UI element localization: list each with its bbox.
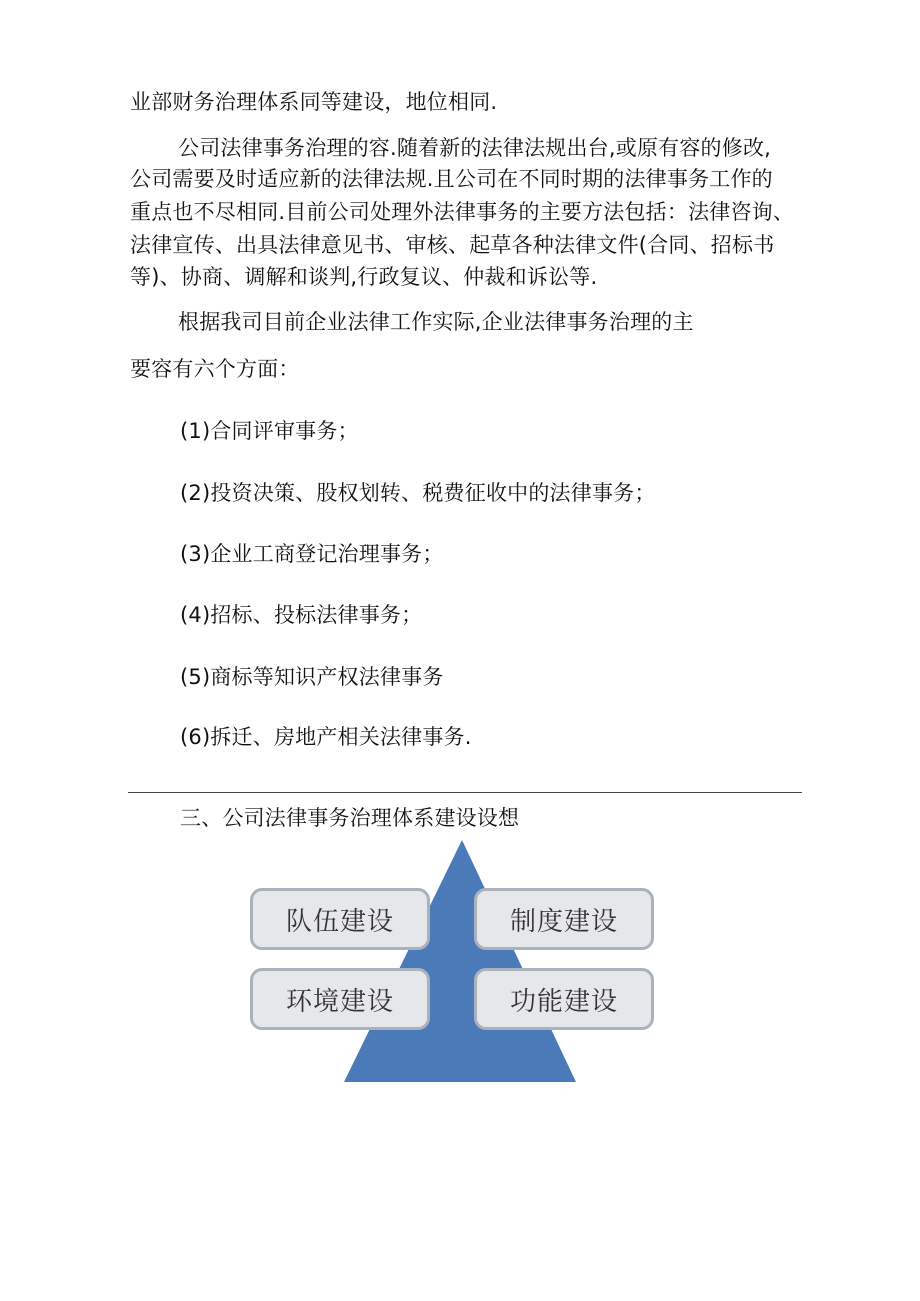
pyramid-diagram [246, 838, 682, 1086]
paragraph-line: 公司需要及时适应新的法律法规.且公司在不同时期的法律事务工作的 [130, 167, 773, 191]
diagram-box-environment: 环境建设 [250, 968, 430, 1030]
paragraph-line: 公司法律事务治理的容.随着新的法律法规出台,或原有容的修改, [178, 136, 772, 160]
diagram-box-system: 制度建设 [474, 888, 654, 950]
list-item: (5)商标等知识产权法律事务 [180, 665, 444, 689]
diagram-box-function: 功能建设 [474, 968, 654, 1030]
section-heading: 三、公司法律事务治理体系建设设想 [180, 806, 520, 830]
list-item: (4)招标、投标法律事务； [180, 603, 423, 627]
paragraph-line: 业部财务治理体系同等建设，地位相同. [130, 90, 498, 114]
list-item: (3)企业工商登记治理事务； [180, 542, 444, 566]
list-item: (6)拆迁、房地产相关法律事务. [180, 725, 472, 749]
diagram-box-team: 队伍建设 [250, 888, 430, 950]
horizontal-rule [128, 792, 802, 793]
paragraph-line: 根据我司目前企业法律工作实际,企业法律事务治理的主 [178, 310, 694, 334]
list-item: (1)合同评审事务； [180, 419, 359, 443]
list-item: (2)投资决策、股权划转、税费征收中的法律事务； [180, 481, 656, 505]
paragraph-line: 要容有六个方面： [130, 357, 300, 381]
pyramid-triangle [246, 838, 682, 1086]
paragraph-line: 重点也不尽相同.目前公司处理外法律事务的主要方法包括：法律咨询、 [130, 200, 795, 224]
paragraph-line: 等)、协商、调解和谈判,行政复议、仲裁和诉讼等. [130, 265, 598, 289]
paragraph-line: 法律宣传、出具法律意见书、审核、起草各种法律文件(合同、招标书 [130, 233, 775, 257]
